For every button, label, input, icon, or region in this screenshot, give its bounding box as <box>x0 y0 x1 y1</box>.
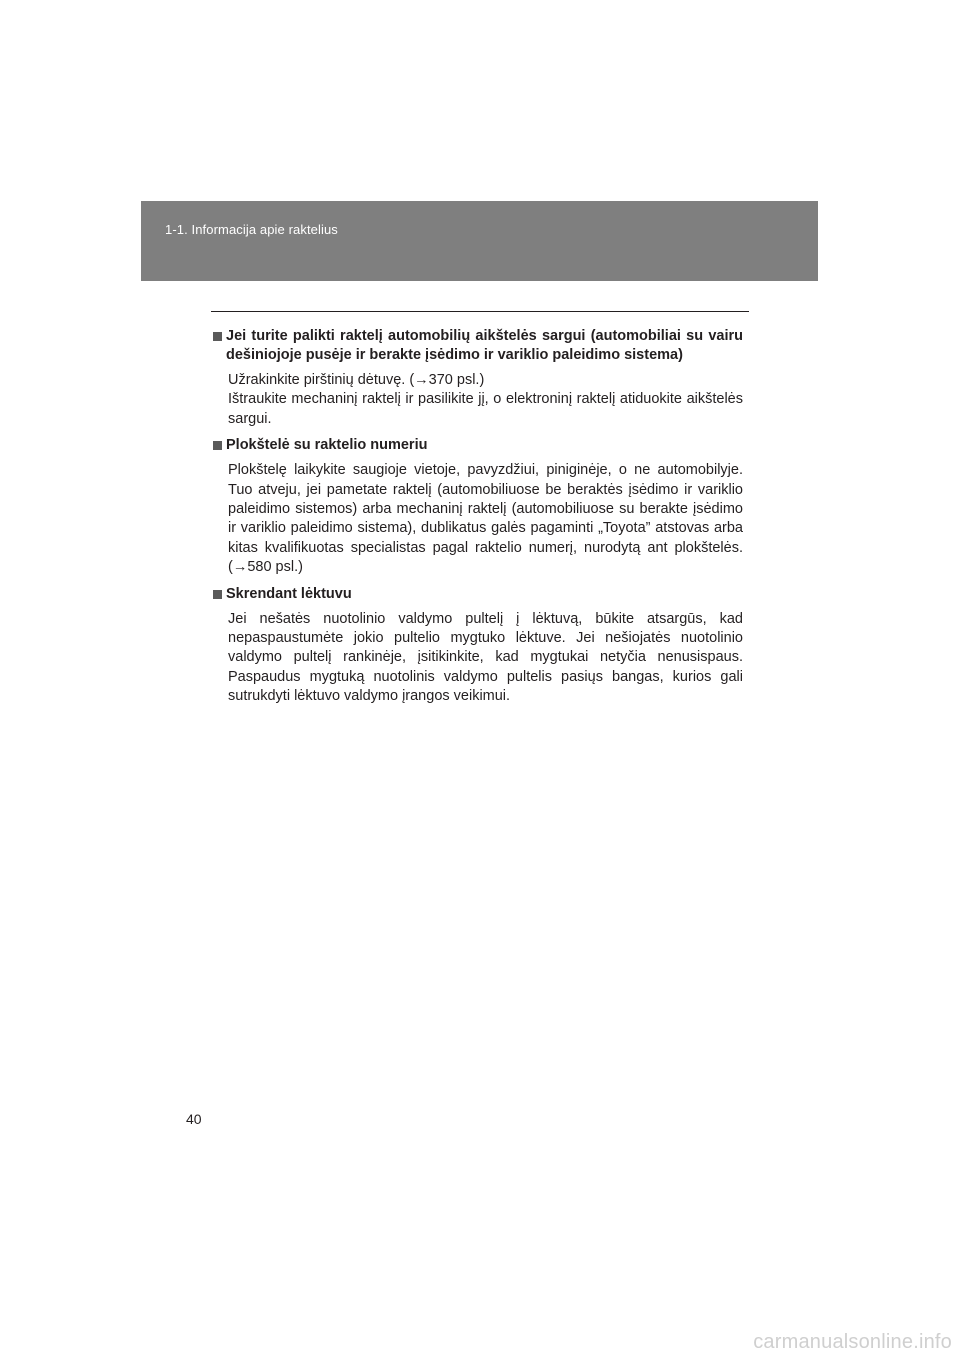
section-heading <box>213 327 743 365</box>
section-air-travel <box>213 585 743 707</box>
square-bullet-icon <box>213 332 222 341</box>
watermark: carmanualsonline.info <box>753 1331 952 1353</box>
section-body <box>228 371 743 429</box>
section-heading <box>213 585 743 604</box>
body-paragraph: Jei nešatės nuotolinio valdymo pultelį į lėktuvą, būkite atsargūs, kad nepaspaustumėte jokio pultelio mygtuko lėktuve. Jei nešiojatės nuotolinio valdymo pultelį rankinėje, įsitikinkite, kad mygtukai netyčia nenusispaus. Paspaudus mygtuką nuotolinis valdymo pultelis pasiųs bangas, kurios gali sutrukdyti lėktuvo valdymo įrangos veikimui. <box>228 610 743 705</box>
body-paragraph: Užrakinkite pirštinių dėtuvę. (→370 psl.) <box>228 372 485 388</box>
section-body <box>228 610 743 707</box>
square-bullet-icon <box>213 590 222 599</box>
section-heading-text: Plokštelė su raktelio numeriu <box>226 437 428 454</box>
section-header-band <box>141 201 818 281</box>
page-number: 40 <box>186 1111 202 1127</box>
section-heading-text: Jei turite palikti raktelį automobilių aikštelės sargui (automobiliai su vairu dešiniojoje pusėje ir berakte įsėdimo ir variklio paleidimo sistema) <box>226 328 743 363</box>
section-key-number-plate <box>213 436 743 577</box>
section-label: 1-1. Informacija apie raktelius <box>165 222 338 237</box>
body-paragraph: Ištraukite mechaninį raktelį ir pasilikite jį, o elektroninį raktelį atiduokite aikštelės sargui. <box>228 391 743 427</box>
body-paragraph: Plokštelę laikykite saugioje vietoje, pavyzdžiui, piniginėje, o ne automobilyje. Tuo atveju, jei pametate raktelį (automobiliuose be beraktės įsėdimo ir variklio paleidimo sistemos) arba mechaninį raktelį (automobiliuose su berakte įsėdimo ir variklio paleidimo sistema), dublikatus galės pagaminti „Toyota” atstovas arba kitas kvalifikuotas specialistas pagal raktelio numerį, nurodytą ant plokštelės. (→580 psl.) <box>228 462 743 576</box>
section-heading <box>213 436 743 455</box>
square-bullet-icon <box>213 441 222 450</box>
content-area <box>213 327 743 714</box>
top-divider <box>211 311 749 312</box>
section-body <box>228 461 743 577</box>
section-valet-key <box>213 327 743 429</box>
section-heading-text: Skrendant lėktuvu <box>226 585 352 602</box>
